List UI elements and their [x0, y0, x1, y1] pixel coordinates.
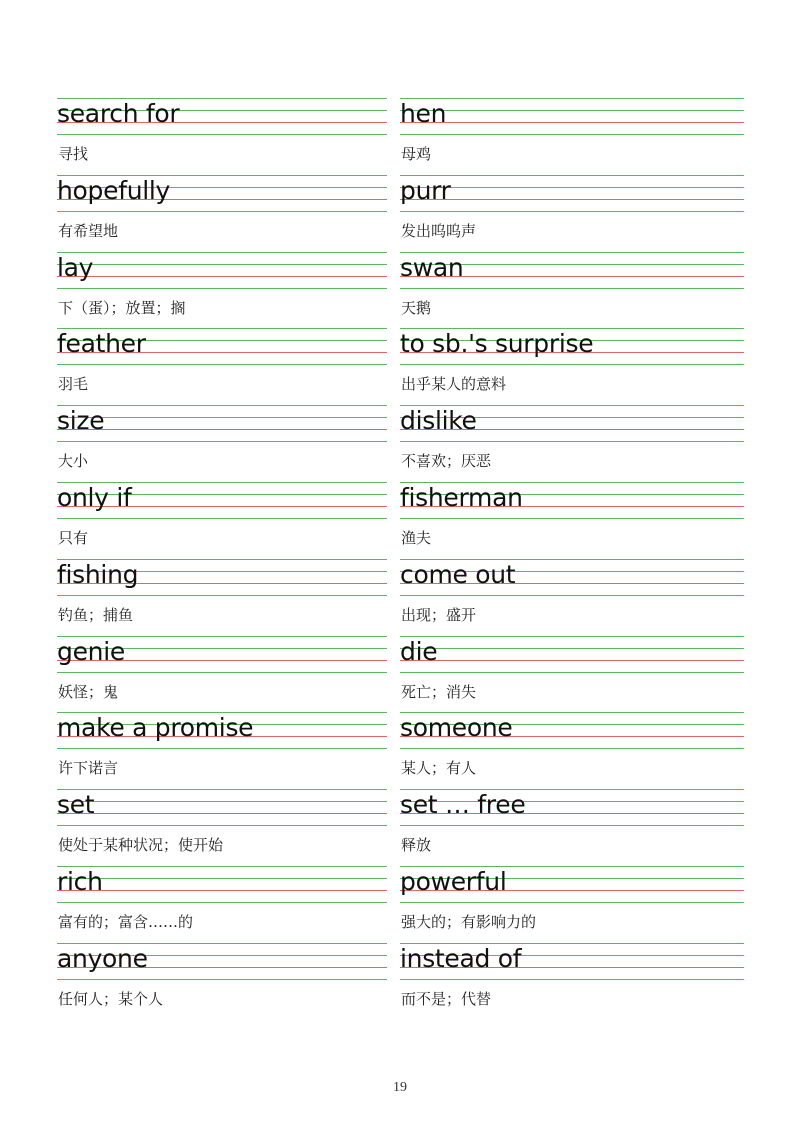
vocab-entry-right	[400, 482, 744, 558]
guide-line	[400, 211, 744, 212]
baseline-guide-line	[400, 122, 744, 123]
chinese-meaning: 任何人；某个人	[58, 989, 164, 1008]
guide-line	[400, 175, 744, 176]
vocab-entry-left	[57, 636, 387, 712]
guide-line	[57, 417, 387, 418]
vocab-entry-left	[57, 175, 387, 251]
guide-line	[400, 902, 744, 903]
chinese-meaning: 富有的；富含……的	[58, 913, 194, 931]
guide-line	[57, 825, 387, 826]
chinese-meaning: 大小	[58, 452, 89, 471]
english-word: feather	[57, 329, 146, 359]
baseline-guide-line	[57, 813, 387, 814]
chinese-meaning: 天鹅	[401, 298, 432, 317]
guide-line	[57, 518, 387, 519]
english-word: genie	[57, 636, 125, 666]
guide-line	[57, 902, 387, 903]
vocab-entry-right	[400, 559, 744, 635]
guide-line	[57, 748, 387, 749]
vocab-entry-right	[400, 943, 744, 1019]
chinese-meaning: 不喜欢；厌恶	[401, 452, 492, 471]
vocab-entry-right	[400, 328, 744, 404]
guide-line	[400, 441, 744, 442]
vocab-entry-right	[400, 252, 744, 328]
guide-line	[57, 264, 387, 265]
vocab-entry-left	[57, 252, 387, 328]
guide-line	[400, 518, 744, 519]
guide-line	[57, 288, 387, 289]
guide-line	[57, 134, 387, 135]
vocab-entry-right	[400, 789, 744, 865]
chinese-meaning: 发出呜呜声	[401, 221, 477, 240]
chinese-meaning: 妖怪；鬼	[58, 682, 119, 701]
english-word: come out	[400, 559, 516, 589]
english-word: to sb.'s surprise	[400, 329, 594, 359]
guide-line	[400, 364, 744, 365]
english-word: purr	[400, 175, 451, 205]
english-word: hopefully	[57, 175, 171, 205]
vocab-entry-right	[400, 712, 744, 788]
chinese-meaning: 强大的；有影响力的	[401, 913, 537, 931]
baseline-guide-line	[400, 199, 744, 200]
guide-line	[400, 98, 744, 99]
baseline-guide-line	[57, 429, 387, 430]
chinese-meaning: 有希望地	[58, 221, 119, 240]
chinese-meaning: 母鸡	[401, 145, 432, 163]
vocab-entry-left	[57, 405, 387, 481]
chinese-meaning: 下（蛋）；放置；搁	[58, 298, 186, 317]
guide-line	[400, 748, 744, 749]
english-word: instead of	[400, 943, 522, 973]
guide-line	[57, 878, 387, 879]
baseline-guide-line	[57, 276, 387, 277]
vocab-entry-left	[57, 482, 387, 558]
chinese-meaning: 释放	[401, 836, 432, 855]
english-word: die	[400, 636, 438, 666]
chinese-meaning: 钓鱼；捕鱼	[58, 605, 134, 624]
guide-line	[57, 866, 387, 867]
english-word: fishing	[57, 559, 139, 589]
vocab-entry-right	[400, 175, 744, 251]
guide-line	[400, 134, 744, 135]
chinese-meaning: 羽毛	[58, 375, 89, 394]
vocab-entry-left	[57, 943, 387, 1019]
guide-line	[400, 288, 744, 289]
guide-line	[400, 110, 744, 111]
english-word: set	[57, 790, 95, 820]
chinese-meaning: 渔夫	[401, 529, 432, 547]
english-word: only if	[57, 483, 132, 512]
chinese-meaning: 只有	[58, 529, 89, 547]
chinese-meaning: 而不是；代替	[401, 989, 492, 1008]
english-word: swan	[400, 252, 464, 282]
guide-line	[57, 595, 387, 596]
guide-line	[400, 825, 744, 826]
baseline-guide-line	[57, 890, 387, 891]
guide-line	[57, 252, 387, 253]
chinese-meaning: 出乎某人的意料	[401, 375, 507, 394]
guide-line	[400, 979, 744, 980]
guide-line	[57, 801, 387, 802]
guide-line	[57, 441, 387, 442]
guide-line	[57, 979, 387, 980]
vocab-entry-right	[400, 98, 744, 174]
english-word: size	[57, 406, 105, 436]
vocab-entry-left	[57, 712, 387, 788]
english-word: search for	[57, 99, 180, 128]
english-word: make a promise	[57, 713, 254, 743]
chinese-meaning: 寻找	[58, 145, 89, 163]
guide-line	[57, 211, 387, 212]
guide-line	[57, 405, 387, 406]
vocab-entry-right	[400, 866, 744, 942]
english-word: set … free	[400, 790, 526, 820]
guide-line	[400, 595, 744, 596]
guide-line	[400, 648, 744, 649]
guide-line	[57, 364, 387, 365]
chinese-meaning: 许下诺言	[58, 759, 119, 778]
vocab-entry-right	[400, 405, 744, 481]
chinese-meaning: 某人；有人	[401, 759, 477, 778]
english-word: fisherman	[400, 483, 523, 512]
english-word: hen	[400, 99, 447, 128]
chinese-meaning: 使处于某种状况；使开始	[58, 836, 224, 855]
vocab-entry-left	[57, 328, 387, 404]
guide-line	[400, 187, 744, 188]
vocab-entry-right	[400, 636, 744, 712]
english-word: dislike	[400, 406, 477, 436]
guide-line	[57, 789, 387, 790]
vocab-entry-left	[57, 98, 387, 174]
guide-line	[400, 636, 744, 637]
english-word: rich	[57, 867, 103, 896]
chinese-meaning: 死亡；消失	[401, 682, 477, 701]
english-word: someone	[400, 713, 513, 743]
english-word: powerful	[400, 867, 507, 896]
vocab-entry-left	[57, 559, 387, 635]
guide-line	[400, 672, 744, 673]
english-word: anyone	[57, 943, 148, 973]
page-number: 19	[393, 1080, 407, 1095]
vocab-entry-left	[57, 866, 387, 942]
baseline-guide-line	[400, 660, 744, 661]
english-word: lay	[57, 252, 94, 282]
guide-line	[57, 672, 387, 673]
vocab-entry-left	[57, 789, 387, 865]
chinese-meaning: 出现；盛开	[401, 605, 477, 624]
